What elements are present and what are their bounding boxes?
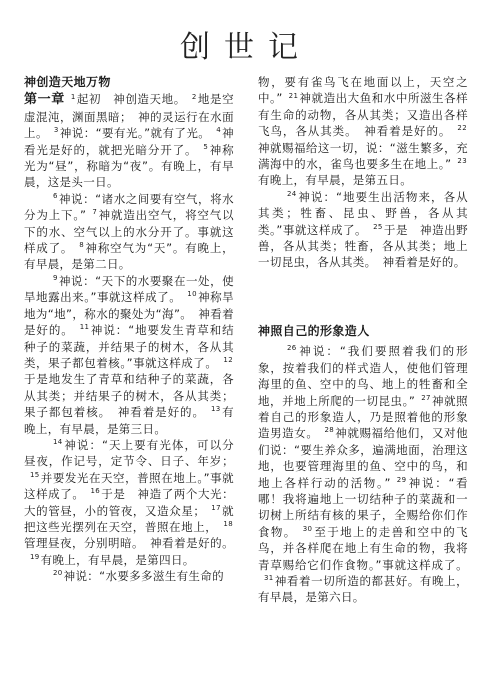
right-column — [258, 74, 468, 606]
verse-text: 有晚上，有早晨，是第五日。 — [258, 173, 413, 188]
verse-number: 19 — [30, 552, 40, 561]
paragraph — [24, 273, 234, 437]
verse-number: 15 — [30, 470, 40, 479]
left-column — [24, 74, 234, 585]
creation-paragraphs-part2 — [258, 74, 468, 271]
verse-text: 于是地发生了青草和结种子的菜蔬，各从其类；并结果子的树木，各从其类；果子都包着核。 神看着是好的。 — [24, 372, 234, 420]
paragraph — [24, 437, 234, 568]
verse-text: 神说：“天上要有光体，可以分昼夜，作记号，定节令、日子、年岁； — [24, 437, 234, 469]
verse-text: 神称光为“昼”，称暗为“夜”。有晚上，有早晨，这是头一日。 — [24, 142, 234, 190]
verse-number: 6 — [53, 192, 58, 201]
verse-text: 神说：“要有光。”就有了光。 — [59, 126, 211, 141]
verse-number: 8 — [79, 241, 85, 250]
verse-number: 5 — [203, 142, 209, 151]
verse-number: 23 — [457, 157, 467, 166]
verse-text: 至于地上的走兽和空中的飞鸟，并各样爬在地上有生命的物，我将青草赐给它们作食物。”事就这样成了。 — [258, 524, 468, 572]
verse-number: 12 — [223, 356, 233, 365]
verse-text: 起初 神创造天地。 — [76, 92, 186, 107]
verse-text: 神看光是好的，就把光暗分开了。 — [24, 126, 234, 157]
page-title: 创世记 — [180, 30, 312, 65]
verse-number: 29 — [396, 475, 407, 484]
verse-number: 10 — [187, 290, 197, 299]
verse-text: 神说：“我们要照着我们的形象，按着我们的样式造人，使他们管理海里的鱼、空中的鸟、地上的牲畜和全地，并地上所爬的一切昆虫。” — [258, 344, 468, 408]
verse-text: 神说：“地要发生青草和结种子的菜蔬，并结果子的树木，各从其类，果子都包着核。”事就这样成了。 — [24, 323, 234, 370]
paragraph — [24, 91, 234, 190]
paragraph — [24, 568, 234, 584]
verse-number: 7 — [92, 208, 98, 217]
verse-text: 并要发光在天空，普照在地上。”事就这样成了。 — [24, 470, 234, 502]
verse-number: 21 — [288, 91, 299, 100]
verse-text: 管理昼夜，分别明暗。 神看着是好的。 — [24, 536, 234, 551]
verse-text: 神就造出空气，将空气以下的水、空气以上的水分开了。事就这样成了。 — [24, 208, 234, 256]
verse-number: 11 — [79, 323, 90, 332]
verse-text: 神就照着自己的形象造人，乃是照着他的形象造男造女。 — [258, 393, 468, 441]
paragraph — [258, 74, 468, 189]
verse-number: 16 — [90, 487, 101, 496]
paragraph — [258, 189, 468, 271]
verse-text: 神就造出大鱼和水中所滋生各样有生命的动物，各从其类；又造出各样飞鸟，各从其类。 神看着是好的。 — [258, 91, 468, 139]
verse-text: 神说：“水要多多滋生有生命的 — [63, 569, 224, 584]
verse-text: 神说：“看哪！我将遍地上一切结种子的菜蔬和一切树上所结有核的果子，全赐给你们作食物。 — [258, 475, 468, 539]
verse-text: 神看着一切所造的都甚好。有晚上，有早晨，是第六日。 — [258, 573, 468, 605]
verse-text: 神说：“地要生出活物来，各从其类；牲畜、昆虫、野兽，各从其类。”事就这样成了。 — [258, 189, 468, 237]
verse-number: 24 — [287, 190, 297, 199]
section-heading-man: 神照自己的形象造人 — [258, 323, 370, 338]
verse-number: 27 — [421, 393, 431, 402]
verse-number: 25 — [373, 222, 383, 231]
verse-number: 17 — [211, 503, 221, 512]
paragraph — [24, 191, 234, 273]
verse-text: 地是空虚混沌，渊面黑暗； 神的灵运行在水面上。 — [24, 92, 234, 141]
verse-text: 神称旱地为“地”，称水的聚处为“海”。 神看着是好的。 — [24, 290, 234, 338]
section-heading-creation: 神创造天地万物 — [24, 75, 111, 89]
verse-number: 1 — [70, 92, 76, 101]
verse-text: 于是 神造出野兽，各从其类；牲畜，各从其类；地上一切昆虫，各从其类。 神看着是好的。 — [258, 222, 468, 270]
verse-text: 神说：“诸水之间要有空气，将水分为上下。” — [24, 191, 234, 223]
verse-number: 26 — [287, 344, 297, 353]
verse-number: 20 — [53, 569, 63, 578]
verse-text: 神说：“天下的水要聚在一处，使旱地露出来。”事就这样成了。 — [24, 273, 234, 305]
verse-text: 有晚上，有早晨，是第四日。 — [40, 552, 195, 567]
chapter-label: 第一章 — [24, 92, 65, 108]
verse-text: 神称空气为“天”。有晚上，有早晨，是第二日。 — [24, 241, 235, 272]
verse-number: 2 — [191, 92, 197, 101]
verse-number: 31 — [264, 574, 274, 583]
verse-text: 就把这些光摆列在天空，普照在地上， — [24, 503, 234, 534]
verse-number: 18 — [223, 520, 233, 529]
verse-text: 神就赐福给他们，又对他们说：“要生养众多，遍满地面，治理这地，也要管理海里的鱼、空中的鸟，和地上各样行动的活物。” — [258, 426, 468, 490]
paragraph — [258, 343, 468, 606]
verse-number: 3 — [53, 126, 59, 135]
verse-number: 13 — [210, 405, 221, 414]
verse-number: 22 — [457, 124, 467, 133]
man-paragraphs — [258, 343, 468, 606]
verse-number: 4 — [216, 126, 222, 135]
verse-number: 14 — [53, 438, 63, 447]
verse-number: 30 — [302, 524, 313, 533]
verse-number: 28 — [324, 426, 335, 435]
verse-text: 有晚上，有早晨，是第三日。 — [24, 405, 234, 436]
verse-number: 9 — [53, 274, 58, 283]
verse-text: 于是 神造了两个大光：大的管昼，小的管夜，又造众星； — [24, 487, 234, 518]
verse-text: 神就赐福给这一切，说：“滋生繁多，充满海中的水，雀鸟也要多生在地上。” — [258, 140, 468, 172]
verse-text: 物，要有雀鸟飞在地面以上，天空之中。” — [258, 75, 468, 106]
creation-paragraphs-part1 — [24, 91, 234, 584]
